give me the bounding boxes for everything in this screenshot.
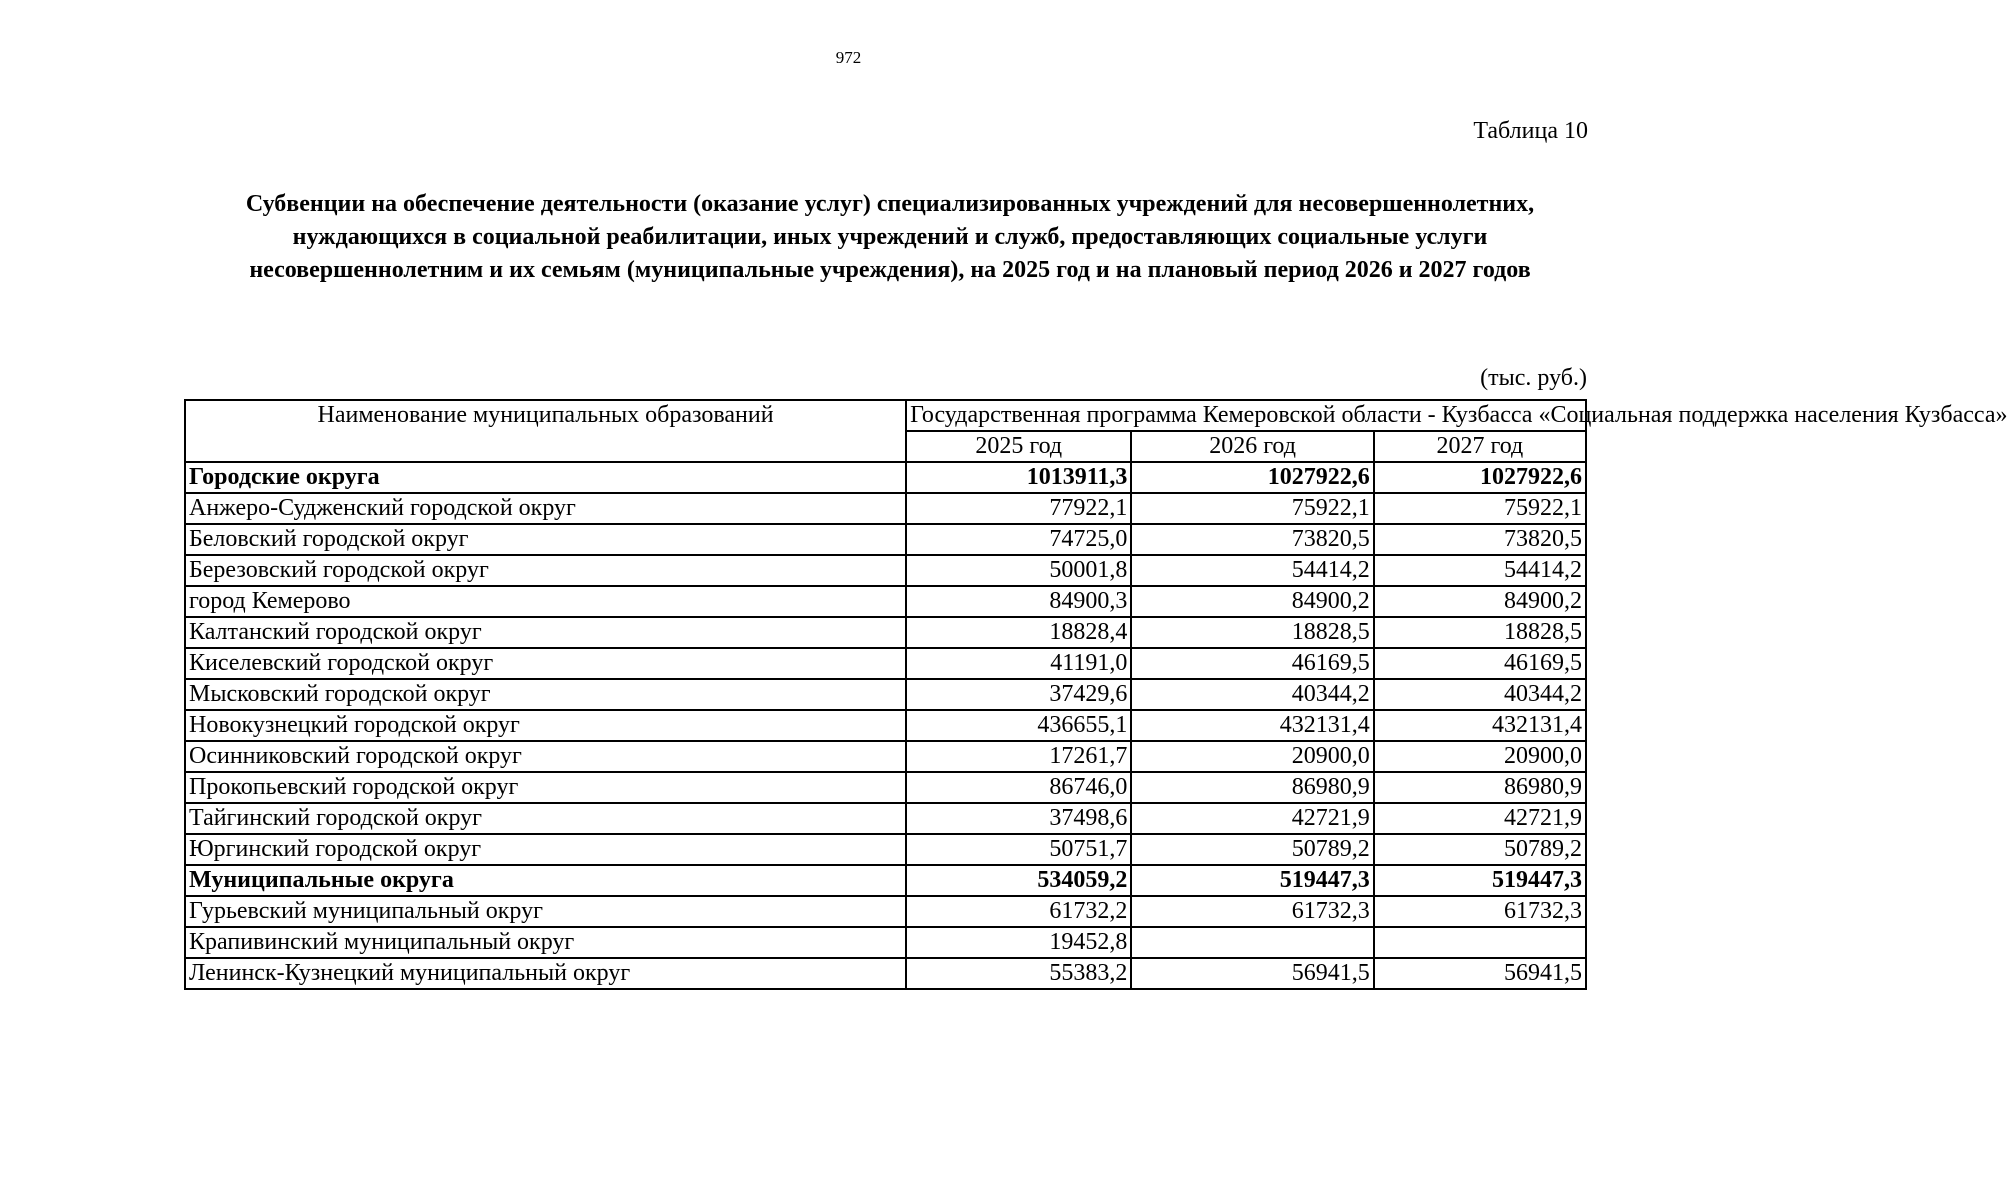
value-2025: 37429,6 [906,679,1131,710]
units-label: (тыс. руб.) [1480,365,1587,391]
municipality-name: Муниципальные округа [185,865,906,896]
value-2027: 75922,1 [1374,493,1586,524]
value-2026: 46169,5 [1131,648,1373,679]
value-2026: 519447,3 [1131,865,1373,896]
value-2027: 1027922,6 [1374,462,1586,493]
table-row [185,741,1586,772]
header-municipality-name: Наименование муниципальных образований [185,400,906,462]
municipality-name: Калтанский городской округ [185,617,906,648]
table-row [185,710,1586,741]
table-row [185,586,1586,617]
table-row [185,648,1586,679]
value-2027: 20900,0 [1374,741,1586,772]
value-2025: 50001,8 [906,555,1131,586]
value-2027: 18828,5 [1374,617,1586,648]
table-row [185,679,1586,710]
value-2027: 46169,5 [1374,648,1586,679]
value-2025: 37498,6 [906,803,1131,834]
value-2025: 17261,7 [906,741,1131,772]
value-2026: 84900,2 [1131,586,1373,617]
value-2026: 75922,1 [1131,493,1373,524]
municipality-name: Осинниковский городской округ [185,741,906,772]
table-row [185,524,1586,555]
municipality-name: Тайгинский городской округ [185,803,906,834]
value-2026: 61732,3 [1131,896,1373,927]
value-2027: 73820,5 [1374,524,1586,555]
value-2025: 18828,4 [906,617,1131,648]
table-row [185,493,1586,524]
table-row [185,834,1586,865]
value-2025: 84900,3 [906,586,1131,617]
header-year-2026: 2026 год [1131,431,1373,462]
municipality-name: Березовский городской округ [185,555,906,586]
value-2026: 432131,4 [1131,710,1373,741]
municipality-name: Прокопьевский городской округ [185,772,906,803]
value-2027: 519447,3 [1374,865,1586,896]
value-2027: 86980,9 [1374,772,1586,803]
value-2025: 41191,0 [906,648,1131,679]
value-2026: 18828,5 [1131,617,1373,648]
value-2027 [1374,927,1586,958]
value-2025: 50751,7 [906,834,1131,865]
table-row [185,803,1586,834]
value-2025: 77922,1 [906,493,1131,524]
municipality-name: Мысковский городской округ [185,679,906,710]
value-2026: 54414,2 [1131,555,1373,586]
value-2027: 42721,9 [1374,803,1586,834]
municipality-name: Беловский городской округ [185,524,906,555]
value-2026: 20900,0 [1131,741,1373,772]
table-label: Таблица 10 [1473,118,1588,144]
municipality-name: Киселевский городской округ [185,648,906,679]
municipality-name: Городские округа [185,462,906,493]
table-header [185,400,2007,462]
value-2026: 56941,5 [1131,958,1373,989]
municipality-name: Крапивинский муниципальный округ [185,927,906,958]
value-2025: 534059,2 [906,865,1131,896]
value-2027: 56941,5 [1374,958,1586,989]
table-row [185,772,1586,803]
value-2026: 50789,2 [1131,834,1373,865]
header-year-2027: 2027 год [1374,431,1586,462]
municipality-name: Новокузнецкий городской округ [185,710,906,741]
value-2025: 19452,8 [906,927,1131,958]
municipality-name: Юргинский городской округ [185,834,906,865]
group-total-row [185,865,1586,896]
table-row [185,555,1586,586]
value-2025: 1013911,3 [906,462,1131,493]
value-2026: 86980,9 [1131,772,1373,803]
document-title: Субвенции на обеспечение деятельности (оказание услуг) специализированных учреждений для несовершеннолетних, нуждающихся в социальной реабилитации, иных учреждений и служб, предоставляющих социальные услуги несовершеннолетним и их семьям (муниципальные учреждения), на 2025 год и на плановый период 2026 и 2027 годов [245,191,1535,283]
value-2026: 40344,2 [1131,679,1373,710]
header-year-2025: 2025 год [906,431,1131,462]
value-2026: 73820,5 [1131,524,1373,555]
value-2026 [1131,927,1373,958]
table-body [185,462,1586,989]
value-2027: 54414,2 [1374,555,1586,586]
municipality-name: Ленинск-Кузнецкий муниципальный округ [185,958,906,989]
page-number: 972 [835,48,862,67]
table-row [185,617,1586,648]
table-row [185,896,1586,927]
value-2027: 84900,2 [1374,586,1586,617]
table-row [185,927,1586,958]
municipality-name: Анжеро-Судженский городской округ [185,493,906,524]
header-program: Государственная программа Кемеровской области - Кузбасса «Социальная поддержка населения Кузбасса» [906,400,1586,431]
municipality-name: город Кемерово [185,586,906,617]
value-2026: 42721,9 [1131,803,1373,834]
value-2025: 55383,2 [906,958,1131,989]
value-2026: 1027922,6 [1131,462,1373,493]
value-2025: 86746,0 [906,772,1131,803]
table-row [185,958,1586,989]
value-2027: 40344,2 [1374,679,1586,710]
value-2027: 432131,4 [1374,710,1586,741]
subsidies-table [184,399,2007,990]
value-2027: 61732,3 [1374,896,1586,927]
group-total-row [185,462,1586,493]
municipality-name: Гурьевский муниципальный округ [185,896,906,927]
value-2025: 74725,0 [906,524,1131,555]
value-2025: 61732,2 [906,896,1131,927]
value-2027: 50789,2 [1374,834,1586,865]
value-2025: 436655,1 [906,710,1131,741]
